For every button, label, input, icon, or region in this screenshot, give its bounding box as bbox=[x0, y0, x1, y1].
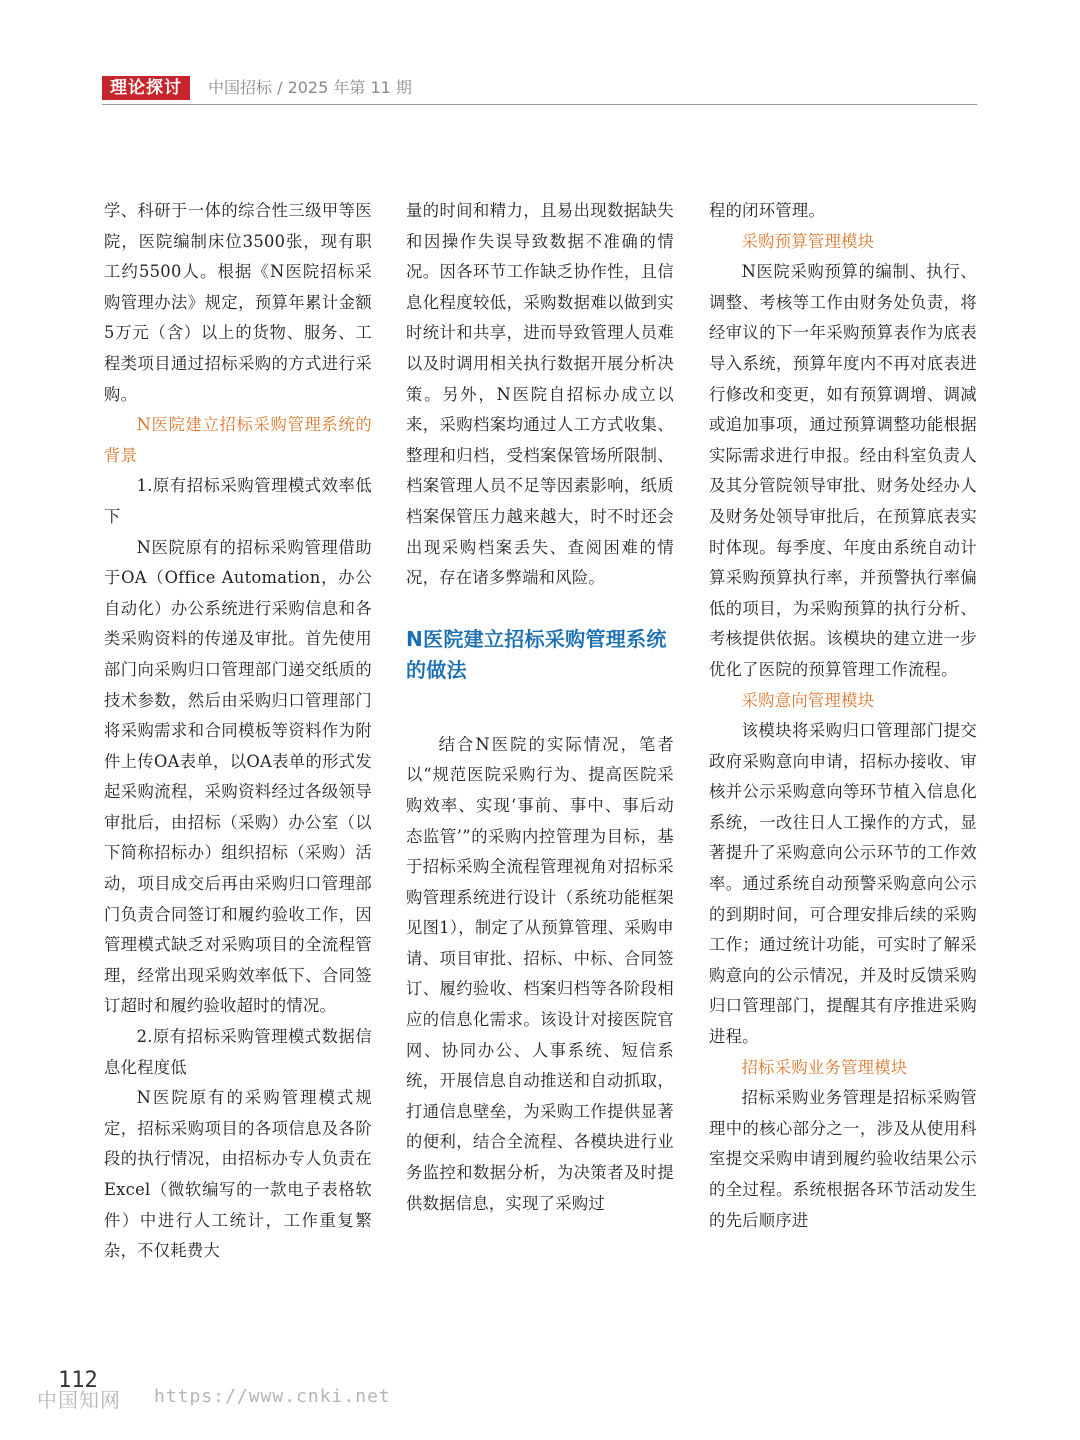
subsection-heading: 采购预算管理模块 bbox=[741, 231, 875, 251]
column-2 bbox=[406, 196, 674, 1219]
subsection-heading: N医院建立招标采购管理系统的背景 bbox=[104, 415, 372, 465]
paragraph: N医院原有的采购管理模式规定，招标采购项目的各项信息及各阶段的执行情况，由招标办专人负责在Excel（微软编写的一款电子表格软件）中进行人工统计，工作重复繁杂，不仅耗费大 bbox=[104, 1088, 372, 1261]
paragraph: N医院原有的招标采购管理借助于OA（Office Automation，办公自动化）办公系统进行采购信息和各类采购资料的传递及审批。首先使用部门向采购归口管理部门递交纸质的技术参数，然后由采购归口管理部门将采购需求和合同模板等资料作为附件上传OA表单，以OA表单的形式发起采购流程，采购资料经过各级领导审批后，由招标（采购）办公室（以下简称招标办）组织招标（采购）活动，项目成交后再由采购归口管理部门负责合同签订和履约验收工作，因管理模式缺乏对采购项目的全流程管理，经常出现采购效率低下、合同签订超时和履约验收超时的情况。 bbox=[104, 537, 372, 1016]
publication-info: 中国招标 / 2025 年第 11 期 bbox=[208, 78, 412, 97]
section-title: N医院建立招标采购管理系统的做法 bbox=[406, 626, 667, 682]
paragraph: 学、科研于一体的综合性三级甲等医院，医院编制床位3500张，现有职工约5500人。根据《N医院招标采购管理办法》规定，预算年累计金额5万元（含）以上的货物、服务、工程类项目通过招标采购的方式进行采购。 bbox=[104, 201, 372, 404]
paragraph: N医院采购预算的编制、执行、调整、考核等工作由财务处负责，将经审议的下一年采购预算表作为底表导入系统，预算年度内不再对底表进行修改和变更，如有预算调增、调减或追加事项，通过预算调整功能根据实际需求进行申报。经由科室负责人及其分管院领导审批、财务处经办人及财务处领导审批后，在预算底表实时体现。每季度、年度由系统自动计算采购预算执行率，并预警执行率偏低的项目，为采购预算的执行分析、考核提供依据。该模块的建立进一步优化了医院的预算管理工作流程。 bbox=[709, 262, 977, 679]
page-header bbox=[102, 76, 977, 105]
numbered-subheading: 1.原有招标采购管理模式效率低下 bbox=[104, 476, 372, 526]
column-3 bbox=[709, 196, 977, 1236]
subsection-heading: 招标采购业务管理模块 bbox=[741, 1057, 908, 1077]
paragraph: 该模块将采购归口管理部门提交政府采购意向申请，招标办接收、审核并公示采购意向等环节植入信息化系统，一改往日人工操作的方式，显著提升了采购意向公示环节的工作效率。通过系统自动预警采购意向公示的到期时间，可合理安排后续的采购工作；通过统计功能，可实时了解采购意向的公示情况，并及时反馈采购归口管理部门，提醒其有序推进采购进程。 bbox=[709, 721, 977, 1047]
column-1 bbox=[104, 196, 372, 1267]
watermark-url: https://www.cnki.net bbox=[154, 1386, 391, 1407]
watermark-text: 中国知网 bbox=[37, 1388, 121, 1412]
numbered-subheading: 2.原有招标采购管理模式数据信息化程度低 bbox=[104, 1027, 372, 1077]
paragraph: 招标采购业务管理是招标采购管理中的核心部分之一，涉及从使用科室提交采购申请到履约验收结果公示的全过程。系统根据各环节活动发生的先后顺序进 bbox=[709, 1088, 977, 1230]
paragraph: 结合N医院的实际情况，笔者以“规范医院采购行为、提高医院采购效率、实现‘事前、事中、事后动态监管’”的采购内控管理为目标，基于招标采购全流程管理视角对招标采购管理系统进行设计（系统功能框架见图1），制定了从预算管理、采购申请、项目审批、招标、中标、合同签订、履约验收、档案归档等各阶段相应的信息化需求。该设计对接医院官网、协同办公、人事系统、短信系统，开展信息自动推送和自动抓取，打通信息壁垒，为采购工作提供显著的便利，结合全流程、各模块进行业务监控和数据分析，为决策者及时提供数据信息，实现了采购过 bbox=[406, 734, 674, 1213]
paragraph: 量的时间和精力，且易出现数据缺失和因操作失误导致数据不准确的情况。因各环节工作缺乏协作性，且信息化程度较低，采购数据难以做到实时统计和共享，进而导致管理人员难以及时调用相关执行数据开展分析决策。另外，N医院自招标办成立以来，采购档案均通过人工方式收集、整理和归档，受档案保管场所限制、档案管理人员不足等因素影响，纸质档案保管压力越来越大，时不时还会出现采购档案丢失、查阅困难的情况，存在诸多弊端和风险。 bbox=[406, 201, 674, 588]
page-number: 112 bbox=[58, 1368, 98, 1393]
paragraph: 程的闭环管理。 bbox=[709, 201, 826, 220]
subsection-heading: 采购意向管理模块 bbox=[741, 690, 875, 710]
section-tag: 理论探讨 bbox=[102, 76, 190, 100]
